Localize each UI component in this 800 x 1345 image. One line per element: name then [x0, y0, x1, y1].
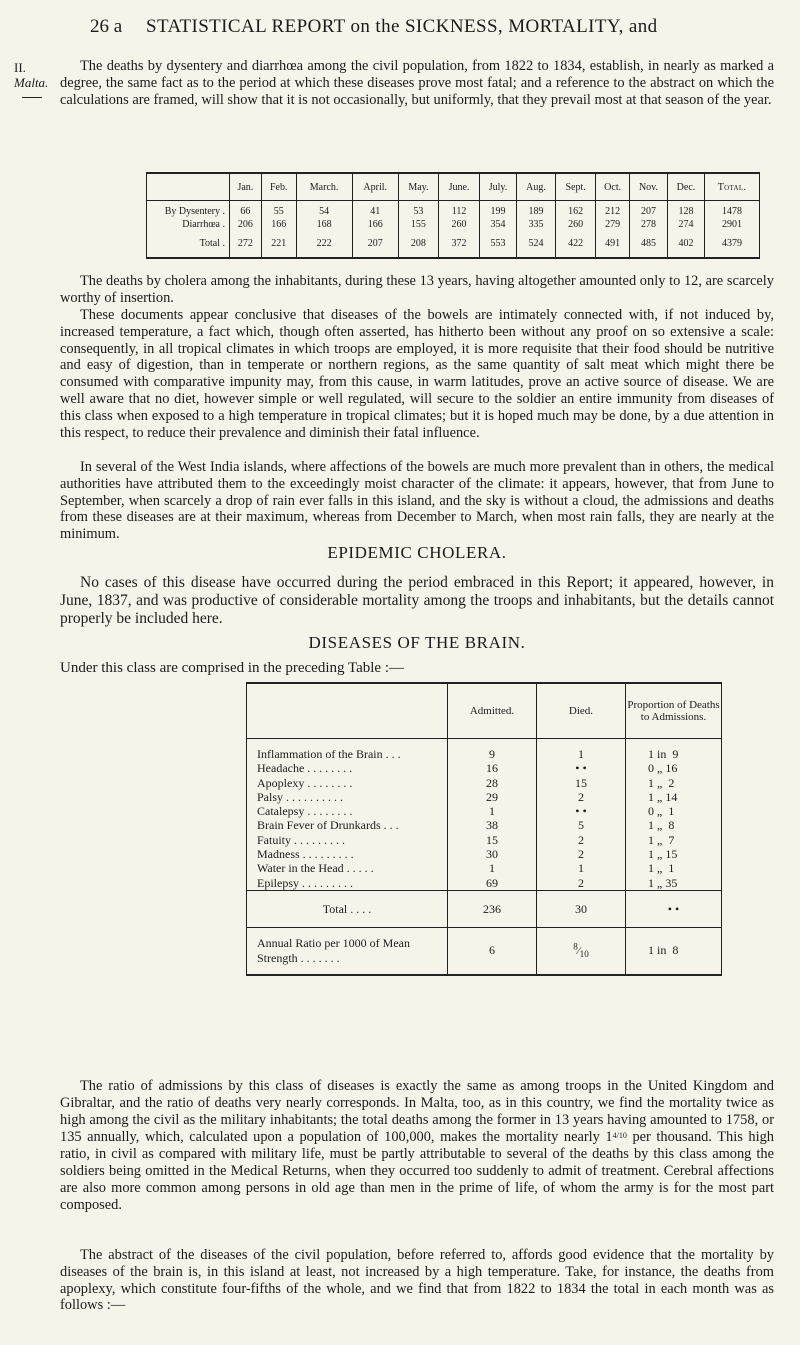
annual-ratio-row	[247, 927, 722, 975]
admitted-total: 236	[448, 890, 537, 927]
died-cell: 2	[537, 790, 626, 804]
month-header: Sept.	[556, 173, 596, 201]
cell: 212	[596, 205, 630, 218]
cell: 485	[630, 231, 668, 258]
disease-name: Epilepsy . . . . . . . . .	[257, 875, 353, 890]
proportion-cell: 1 in 9	[626, 747, 722, 761]
died-cell: 15	[537, 776, 626, 790]
proportion-cell: 1 „ 35	[626, 876, 722, 891]
total-row	[147, 231, 760, 258]
page-header	[0, 16, 800, 46]
cell: 207	[630, 205, 668, 218]
brain-row	[247, 747, 722, 761]
annual-died-numerator: 8	[573, 941, 578, 952]
spacer-row	[247, 739, 722, 748]
brain-row	[247, 761, 722, 775]
cell: 206	[230, 218, 262, 231]
proportion-cell: 1 „ 7	[626, 833, 722, 847]
brain-total-row	[247, 890, 722, 927]
disease-name: Water in the Head . . . . .	[257, 861, 374, 876]
cell: 155	[398, 218, 438, 231]
proportion-cell: 1 „ 2	[626, 776, 722, 790]
proportion-cell: 0 „ 1	[626, 804, 722, 818]
page-number: 26 a	[90, 16, 123, 37]
annual-ratio-line2: Strength . . . . . . .	[257, 950, 340, 965]
month-header: July.	[480, 173, 517, 201]
died-cell: • •	[537, 761, 626, 775]
died-total: 30	[537, 890, 626, 927]
cell: 166	[352, 218, 398, 231]
month-header: March.	[296, 173, 352, 201]
died-cell: 1	[537, 747, 626, 761]
disease-name: Catalepsy . . . . . . . .	[257, 804, 353, 819]
cell: 260	[438, 218, 479, 231]
cell: 162	[556, 205, 596, 218]
cell: 402	[667, 231, 704, 258]
row-label: Total .	[199, 238, 225, 249]
month-header: Nov.	[630, 173, 668, 201]
died-cell: 2	[537, 847, 626, 861]
disease-name: Madness . . . . . . . . .	[257, 847, 354, 862]
month-header: June.	[438, 173, 479, 201]
cell: 168	[296, 218, 352, 231]
disease-name: Apoplexy . . . . . . . .	[257, 775, 353, 790]
cell: 199	[480, 205, 517, 218]
cell: 166	[261, 218, 296, 231]
proportion-cell: 1 „ 1	[626, 861, 722, 875]
cell: 491	[596, 231, 630, 258]
row-label: Diarrhœa .	[182, 219, 225, 230]
running-title: STATISTICAL REPORT on the SICKNESS, MORTALITY, and	[146, 16, 658, 37]
cell: 54	[296, 205, 352, 218]
brain-diseases-heading: DISEASES OF THE BRAIN.	[308, 633, 526, 652]
proportion-cell: 1 „ 15	[626, 847, 722, 861]
brain-row	[247, 876, 722, 891]
month-header: Dec.	[667, 173, 704, 201]
month-header: Oct.	[596, 173, 630, 201]
month-header-row	[147, 173, 760, 201]
annual-ratio-label	[247, 927, 448, 975]
proportion-cell: 0 „ 16	[626, 761, 722, 775]
brain-diseases-lead: Under this class are comprised in the preceding Table :—	[60, 660, 404, 676]
margin-place-name: Malta.	[14, 75, 49, 90]
intro-paragraph: The deaths by dysentery and diarrhœa among the civil population, from 1822 to 1834, establish, in nearly as marked a degree, the same fact as to the period at which these diseases prove most fatal; and a reference to the abstract on which the calculations are framed, will show that it is not occasionally, but uniformly, that they prevail most at that season of the year.	[60, 58, 774, 108]
cell: 2901	[705, 218, 760, 231]
died-cell: 5	[537, 818, 626, 832]
cholera-deaths-paragraph: The deaths by cholera among the inhabitants, during these 13 years, having altogether amounted only to 12, are scarcely worthy of insertion.	[60, 273, 774, 306]
proportion-cell: 1 „ 14	[626, 790, 722, 804]
margin-section-number: II.	[14, 60, 26, 75]
died-cell: • •	[537, 804, 626, 818]
bowel-disease-paragraph: These documents appear conclusive that diseases of the bowels are intimately connected with, if not induced by, increased temperature, a fact which, though often asserted, has hitherto been without any proof on so extensive a scale: consequently, in all tropical climates in which troops are employed, it is more requisite that their food should be nutritive and easy of digestion, than in temperate or northern regions, as the same quantity of salt meat which might there be consumed with comparative impunity may, from this cause, in warm latitudes, prove an active source of disease. We are well aware that no diet, however simple or well regulated, will secure to the soldier an entire immunity from diseases of this class when exposed to a high temperature in tropical climates; but it is hoped much may be done, by a due attention in this respect, to reduce their prevalence and diminish their fatal influence.	[60, 307, 774, 441]
month-header: Aug.	[516, 173, 555, 201]
apoplexy-paragraph: The abstract of the diseases of the civil population, before referred to, affords good evidence that the mortality by diseases of the brain is, in this island at least, not increased by a high temperature. Take, for instance, the deaths from apoplexy, which constitute four-fifths of the whole, and we find that from 1822 to 1834 the total in each month was as follows :—	[60, 1247, 774, 1314]
admitted-cell: 9	[448, 747, 537, 761]
epidemic-cholera-heading: EPIDEMIC CHOLERA.	[327, 543, 507, 562]
cell: 189	[516, 205, 555, 218]
admitted-header: Admitted.	[448, 683, 537, 739]
ratio-paragraph	[60, 1078, 774, 1213]
cell: 128	[667, 205, 704, 218]
annual-died-denominator: 10	[579, 949, 589, 960]
brain-row	[247, 776, 722, 790]
died-cell: 2	[537, 876, 626, 891]
total-label: Total . . . .	[247, 890, 448, 927]
dysentery-row	[147, 205, 760, 218]
cell: 372	[438, 231, 479, 258]
monthly-deaths-table	[146, 172, 760, 259]
brain-header-row	[247, 683, 722, 739]
month-header: April.	[352, 173, 398, 201]
cell: 53	[398, 205, 438, 218]
disease-name: Inflammation of the Brain . . .	[257, 747, 401, 761]
admitted-cell: 16	[448, 761, 537, 775]
admitted-cell: 28	[448, 776, 537, 790]
brain-row	[247, 861, 722, 875]
cell: 66	[230, 205, 262, 218]
annual-died	[537, 927, 626, 975]
month-header: Feb.	[261, 173, 296, 201]
admitted-cell: 29	[448, 790, 537, 804]
died-cell: 1	[537, 861, 626, 875]
admitted-cell: 1	[448, 861, 537, 875]
cell: 4379	[705, 231, 760, 258]
diarrhoea-row	[147, 218, 760, 231]
cell: 279	[596, 218, 630, 231]
annual-ratio-line1: Annual Ratio per 1000 of Mean	[257, 935, 410, 950]
proportion-total: • •	[626, 890, 722, 927]
cell: 274	[667, 218, 704, 231]
brain-row	[247, 833, 722, 847]
cell: 55	[261, 205, 296, 218]
annual-died-fraction: $^8⁄_{10}$	[573, 941, 589, 960]
brain-row	[247, 818, 722, 832]
cell: 260	[556, 218, 596, 231]
died-cell: 2	[537, 833, 626, 847]
month-header: Jan.	[230, 173, 262, 201]
admitted-cell: 15	[448, 833, 537, 847]
row-label: By Dysentery .	[164, 206, 225, 217]
proportion-header: Proportion of Deaths to Admissions.	[626, 683, 722, 739]
disease-name: Brain Fever of Drunkards . . .	[257, 818, 399, 833]
admitted-cell: 38	[448, 818, 537, 832]
ratio-text-before: The ratio of admissions by this class of diseases is exactly the same as among troops in the United Kingdom and Gibraltar, and the ratio of deaths very nearly corresponds. In Malta, too, as in this country, we find the mortality twice as high among the civil as the military inhabitants; the total deaths among the former in 13 years having amounted to 1758, or 135 annually, which, calculated upon a population of 100,000, makes the mortality nearly 1	[60, 1078, 774, 1146]
annual-admitted: 6	[448, 927, 537, 975]
cell: 112	[438, 205, 479, 218]
cell: 272	[230, 231, 262, 258]
ratio-fraction: 4/10	[612, 1131, 627, 1141]
brain-diseases-table	[246, 682, 722, 976]
cell: 41	[352, 205, 398, 218]
cell: 354	[480, 218, 517, 231]
brain-row	[247, 804, 722, 818]
admitted-cell: 69	[448, 876, 537, 891]
cell: 1478	[705, 205, 760, 218]
cell: 208	[398, 231, 438, 258]
epidemic-cholera-paragraph: No cases of this disease have occurred during the period embraced in this Report; it appeared, however, in June, 1837, and was productive of considerable mortality among the troops and inhabitants, but the details cannot properly be included here.	[60, 574, 774, 627]
disease-name: Fatuity . . . . . . . . .	[257, 832, 346, 847]
admitted-cell: 30	[448, 847, 537, 861]
cell: 553	[480, 231, 517, 258]
cell: 278	[630, 218, 668, 231]
disease-header	[247, 683, 448, 739]
cell: 207	[352, 231, 398, 258]
cell: 422	[556, 231, 596, 258]
row-label-header	[147, 173, 230, 201]
ratio-text-after: per thousand. This high ratio, in civil as compared with military life, must be partly attributable to several of the deaths by this class among the soldiers being omitted in the Medical Returns, when they occurred too suddenly to admit of treatment. Cerebral affections are also more common among persons in old age than men in the prime of life, of whom the army is for the most part composed.	[60, 1129, 774, 1213]
cell: 222	[296, 231, 352, 258]
admitted-cell: 1	[448, 804, 537, 818]
annual-proportion: 1 in 8	[626, 927, 722, 975]
month-header: May.	[398, 173, 438, 201]
died-header: Died.	[537, 683, 626, 739]
cell: 335	[516, 218, 555, 231]
disease-name: Headache . . . . . . . .	[257, 761, 353, 776]
cell: 524	[516, 231, 555, 258]
cell: 221	[261, 231, 296, 258]
total-header: Total.	[705, 173, 760, 201]
margin-rule	[22, 97, 42, 98]
west-india-paragraph: In several of the West India islands, where affections of the bowels are much more prevalent than in others, the medical authorities have attributed them to the exceedingly moist character of the climate: it appears, however, that from June to September, when scarcely a drop of rain ever falls in this island, and the sky is without a cloud, the admissions and deaths from these diseases are at their maximum, whereas from December to March, when most rain falls, they are nearly at the minimum.	[60, 459, 774, 543]
proportion-cell: 1 „ 8	[626, 818, 722, 832]
brain-row	[247, 847, 722, 861]
disease-name: Palsy . . . . . . . . . .	[257, 789, 344, 804]
brain-row	[247, 790, 722, 804]
